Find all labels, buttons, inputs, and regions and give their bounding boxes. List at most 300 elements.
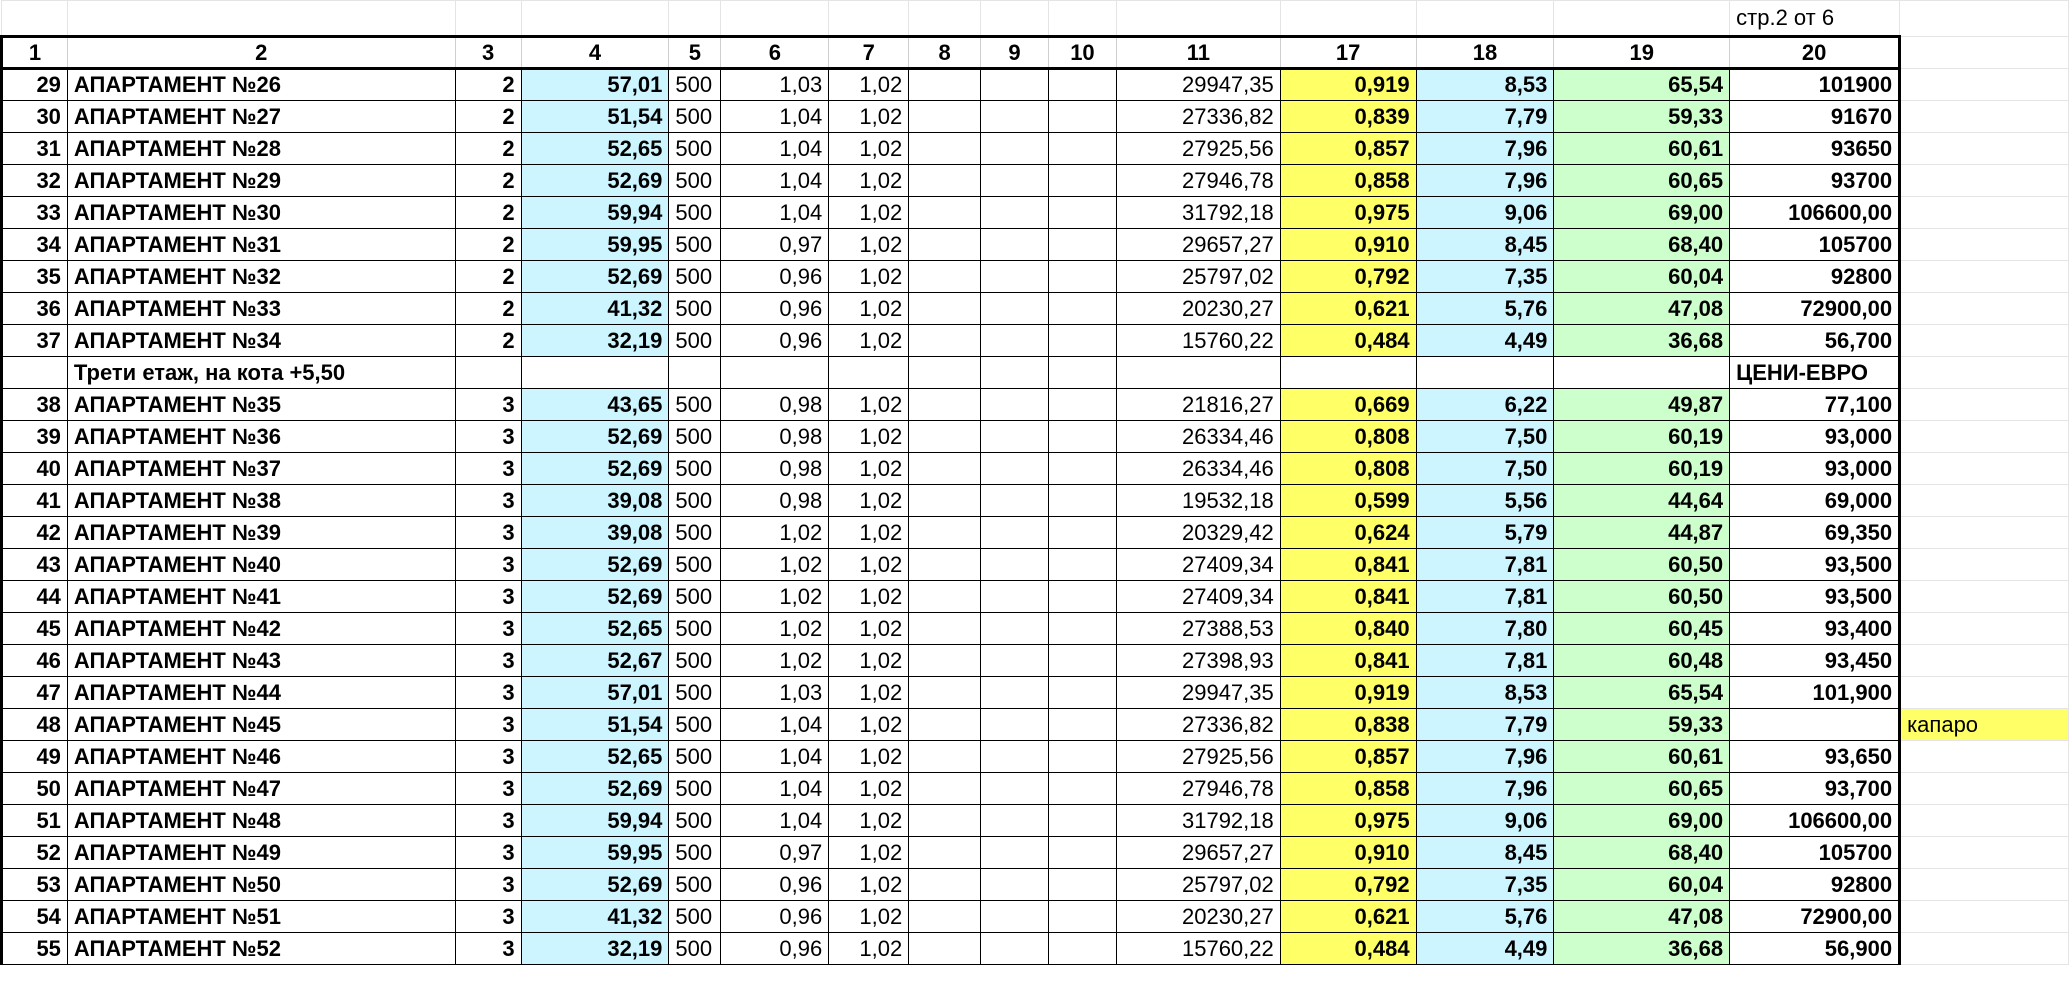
empty-cell[interactable] [909,709,981,741]
rate-value[interactable]: 500 [669,677,721,709]
floor-number[interactable]: 3 [455,933,521,965]
total-area[interactable]: 60,19 [1554,453,1730,485]
floor-number[interactable]: 2 [455,133,521,165]
note-cell[interactable]: капаро [1900,709,2069,741]
total-area[interactable]: 36,68 [1554,933,1730,965]
empty-cell[interactable] [981,69,1049,101]
empty-cell[interactable] [981,421,1049,453]
column-header[interactable]: 10 [1048,37,1116,69]
apartment-name[interactable]: АПАРТАМЕНТ №32 [67,261,455,293]
base-price[interactable]: 31792,18 [1116,197,1280,229]
empty-cell[interactable] [829,357,909,389]
note-cell[interactable] [1900,261,2069,293]
area-value[interactable]: 52,69 [521,773,669,805]
floor-number[interactable]: 3 [455,773,521,805]
ideal-parts[interactable]: 8,45 [1416,837,1554,869]
rate-value[interactable]: 500 [669,229,721,261]
column-header[interactable]: 8 [909,37,981,69]
apartment-name[interactable]: АПАРТАМЕНТ №27 [67,101,455,133]
column-header[interactable]: 3 [455,37,521,69]
note-cell[interactable] [1900,613,2069,645]
coef-2[interactable]: 1,02 [829,389,909,421]
empty-cell[interactable] [981,101,1049,133]
empty-cell[interactable] [1048,645,1116,677]
coef-1[interactable]: 1,04 [721,773,829,805]
ideal-parts[interactable]: 8,53 [1416,69,1554,101]
price-eur[interactable]: 72900,00 [1730,901,1900,933]
area-value[interactable]: 52,69 [521,549,669,581]
empty-cell[interactable] [981,901,1049,933]
note-cell[interactable] [1900,389,2069,421]
row-number[interactable]: 32 [2,165,68,197]
ideal-parts[interactable]: 7,50 [1416,421,1554,453]
column-header[interactable]: 7 [829,37,909,69]
note-cell[interactable] [1900,293,2069,325]
empty-cell[interactable] [909,869,981,901]
area-value[interactable]: 59,94 [521,197,669,229]
empty-cell[interactable] [981,133,1049,165]
base-price[interactable]: 27946,78 [1116,773,1280,805]
coef-1[interactable]: 1,04 [721,197,829,229]
coef-2[interactable]: 1,02 [829,165,909,197]
coef-2[interactable]: 1,02 [829,325,909,357]
empty-cell[interactable] [909,901,981,933]
price-eur[interactable]: 106600,00 [1730,805,1900,837]
empty-cell[interactable] [1554,357,1730,389]
share-value[interactable]: 0,792 [1280,261,1416,293]
coef-1[interactable]: 0,96 [721,869,829,901]
apartment-name[interactable]: АПАРТАМЕНТ №40 [67,549,455,581]
empty-cell[interactable] [909,325,981,357]
coef-1[interactable]: 1,02 [721,581,829,613]
total-area[interactable]: 44,87 [1554,517,1730,549]
area-value[interactable]: 43,65 [521,389,669,421]
note-cell[interactable] [1900,485,2069,517]
rate-value[interactable]: 500 [669,421,721,453]
area-value[interactable]: 59,95 [521,837,669,869]
note-cell[interactable] [1900,645,2069,677]
area-value[interactable]: 32,19 [521,325,669,357]
empty-cell[interactable] [1048,69,1116,101]
floor-number[interactable]: 3 [455,613,521,645]
empty-cell[interactable] [909,517,981,549]
apartment-name[interactable]: АПАРТАМЕНТ №47 [67,773,455,805]
total-area[interactable]: 49,87 [1554,389,1730,421]
share-value[interactable]: 0,621 [1280,901,1416,933]
empty-cell[interactable] [1048,933,1116,965]
empty-cell[interactable] [981,837,1049,869]
price-eur[interactable]: 92800 [1730,869,1900,901]
base-price[interactable]: 15760,22 [1116,933,1280,965]
coef-1[interactable]: 1,04 [721,709,829,741]
apartment-name[interactable]: АПАРТАМЕНТ №28 [67,133,455,165]
total-area[interactable]: 60,65 [1554,773,1730,805]
empty-cell[interactable] [909,229,981,261]
ideal-parts[interactable]: 6,22 [1416,389,1554,421]
share-value[interactable]: 0,858 [1280,165,1416,197]
price-eur[interactable]: 106600,00 [1730,197,1900,229]
empty-cell[interactable] [981,581,1049,613]
row-number[interactable]: 55 [2,933,68,965]
empty-cell[interactable] [1280,357,1416,389]
area-value[interactable]: 52,69 [521,453,669,485]
note-cell[interactable] [1900,421,2069,453]
price-eur[interactable]: 93,000 [1730,421,1900,453]
total-area[interactable]: 60,19 [1554,421,1730,453]
apartment-name[interactable]: АПАРТАМЕНТ №48 [67,805,455,837]
empty-cell[interactable] [909,389,981,421]
empty-cell[interactable] [909,805,981,837]
floor-number[interactable]: 3 [455,549,521,581]
empty-cell[interactable] [1048,357,1116,389]
row-number[interactable]: 34 [2,229,68,261]
share-value[interactable]: 0,841 [1280,581,1416,613]
empty-cell[interactable] [981,293,1049,325]
coef-2[interactable]: 1,02 [829,229,909,261]
empty-cell[interactable] [981,197,1049,229]
apartment-name[interactable]: АПАРТАМЕНТ №45 [67,709,455,741]
base-price[interactable]: 25797,02 [1116,261,1280,293]
empty-cell[interactable] [981,357,1049,389]
row-number[interactable]: 53 [2,869,68,901]
empty-cell[interactable] [1048,325,1116,357]
rate-value[interactable]: 500 [669,101,721,133]
empty-cell[interactable] [1048,869,1116,901]
coef-1[interactable]: 1,04 [721,805,829,837]
coef-2[interactable]: 1,02 [829,293,909,325]
price-eur[interactable]: 56,700 [1730,325,1900,357]
area-value[interactable]: 52,69 [521,581,669,613]
share-value[interactable]: 0,484 [1280,933,1416,965]
coef-1[interactable]: 1,03 [721,677,829,709]
coef-2[interactable]: 1,02 [829,869,909,901]
area-value[interactable]: 52,69 [521,165,669,197]
apartment-name[interactable]: АПАРТАМЕНТ №50 [67,869,455,901]
base-price[interactable]: 26334,46 [1116,453,1280,485]
base-price[interactable]: 27925,56 [1116,741,1280,773]
total-area[interactable]: 60,48 [1554,645,1730,677]
empty-cell[interactable] [909,677,981,709]
coef-2[interactable]: 1,02 [829,837,909,869]
base-price[interactable]: 20230,27 [1116,901,1280,933]
row-number[interactable]: 48 [2,709,68,741]
coef-1[interactable]: 1,02 [721,613,829,645]
price-eur[interactable]: 105700 [1730,837,1900,869]
area-value[interactable]: 52,69 [521,261,669,293]
empty-cell[interactable] [909,69,981,101]
total-area[interactable]: 59,33 [1554,101,1730,133]
base-price[interactable]: 20329,42 [1116,517,1280,549]
coef-2[interactable]: 1,02 [829,709,909,741]
rate-value[interactable]: 500 [669,389,721,421]
floor-number[interactable]: 2 [455,261,521,293]
row-number[interactable]: 41 [2,485,68,517]
coef-1[interactable]: 1,04 [721,741,829,773]
total-area[interactable]: 60,65 [1554,165,1730,197]
row-number[interactable]: 29 [2,69,68,101]
empty-cell[interactable] [721,357,829,389]
empty-cell[interactable] [455,357,521,389]
price-eur[interactable]: 93,500 [1730,549,1900,581]
ideal-parts[interactable]: 7,79 [1416,709,1554,741]
empty-cell[interactable] [981,549,1049,581]
ideal-parts[interactable]: 5,56 [1416,485,1554,517]
column-header[interactable]: 6 [721,37,829,69]
total-area[interactable]: 60,45 [1554,613,1730,645]
share-value[interactable]: 0,857 [1280,133,1416,165]
share-value[interactable]: 0,484 [1280,325,1416,357]
rate-value[interactable]: 500 [669,933,721,965]
rate-value[interactable]: 500 [669,517,721,549]
rate-value[interactable]: 500 [669,549,721,581]
empty-cell[interactable] [909,837,981,869]
coef-1[interactable]: 1,04 [721,133,829,165]
empty-cell[interactable] [981,869,1049,901]
empty-cell[interactable] [981,325,1049,357]
empty-cell[interactable] [981,229,1049,261]
column-header[interactable]: 20 [1730,37,1900,69]
ideal-parts[interactable]: 8,45 [1416,229,1554,261]
total-area[interactable]: 44,64 [1554,485,1730,517]
apartment-name[interactable]: АПАРТАМЕНТ №30 [67,197,455,229]
rate-value[interactable]: 500 [669,837,721,869]
empty-cell[interactable] [909,933,981,965]
share-value[interactable]: 0,910 [1280,229,1416,261]
apartment-name[interactable]: АПАРТАМЕНТ №34 [67,325,455,357]
empty-cell[interactable] [1048,549,1116,581]
rate-value[interactable]: 500 [669,805,721,837]
area-value[interactable]: 59,94 [521,805,669,837]
row-number[interactable]: 35 [2,261,68,293]
ideal-parts[interactable]: 7,81 [1416,581,1554,613]
empty-cell[interactable] [909,549,981,581]
row-number[interactable]: 54 [2,901,68,933]
area-value[interactable]: 52,65 [521,741,669,773]
column-header[interactable]: 11 [1116,37,1280,69]
apartment-name[interactable]: АПАРТАМЕНТ №52 [67,933,455,965]
floor-number[interactable]: 2 [455,101,521,133]
area-value[interactable]: 57,01 [521,677,669,709]
base-price[interactable]: 29657,27 [1116,229,1280,261]
row-number[interactable]: 39 [2,421,68,453]
coef-2[interactable]: 1,02 [829,677,909,709]
rate-value[interactable]: 500 [669,133,721,165]
empty-cell[interactable] [909,581,981,613]
area-value[interactable]: 39,08 [521,517,669,549]
apartment-name[interactable]: АПАРТАМЕНТ №29 [67,165,455,197]
empty-cell[interactable] [981,389,1049,421]
base-price[interactable]: 19532,18 [1116,485,1280,517]
area-value[interactable]: 32,19 [521,933,669,965]
note-cell[interactable] [1900,517,2069,549]
share-value[interactable]: 0,839 [1280,101,1416,133]
ideal-parts[interactable]: 7,81 [1416,549,1554,581]
note-cell[interactable] [1900,581,2069,613]
column-header[interactable]: 1 [2,37,68,69]
ideal-parts[interactable]: 8,53 [1416,677,1554,709]
area-value[interactable]: 41,32 [521,293,669,325]
empty-cell[interactable] [1048,773,1116,805]
area-value[interactable]: 59,95 [521,229,669,261]
note-cell[interactable] [1900,549,2069,581]
total-area[interactable]: 69,00 [1554,197,1730,229]
apartment-name[interactable]: АПАРТАМЕНТ №38 [67,485,455,517]
empty-cell[interactable] [1048,709,1116,741]
note-cell[interactable] [1900,165,2069,197]
ideal-parts[interactable]: 5,76 [1416,293,1554,325]
share-value[interactable]: 0,808 [1280,421,1416,453]
empty-cell[interactable] [981,741,1049,773]
share-value[interactable]: 0,669 [1280,389,1416,421]
empty-cell[interactable] [981,805,1049,837]
coef-2[interactable]: 1,02 [829,453,909,485]
empty-cell[interactable] [1048,581,1116,613]
row-number[interactable]: 45 [2,613,68,645]
apartment-name[interactable]: АПАРТАМЕНТ №35 [67,389,455,421]
ideal-parts[interactable]: 7,35 [1416,261,1554,293]
coef-2[interactable]: 1,02 [829,613,909,645]
coef-2[interactable]: 1,02 [829,133,909,165]
floor-number[interactable]: 3 [455,581,521,613]
note-cell[interactable] [1900,837,2069,869]
note-cell[interactable] [1900,741,2069,773]
row-number[interactable]: 47 [2,677,68,709]
note-cell[interactable] [1900,133,2069,165]
floor-number[interactable]: 3 [455,677,521,709]
price-eur[interactable]: 93,500 [1730,581,1900,613]
apartment-name[interactable]: АПАРТАМЕНТ №46 [67,741,455,773]
price-eur[interactable]: 69,000 [1730,485,1900,517]
share-value[interactable]: 0,919 [1280,69,1416,101]
price-eur[interactable]: 101900 [1730,69,1900,101]
floor-number[interactable]: 3 [455,485,521,517]
total-area[interactable]: 47,08 [1554,901,1730,933]
floor-number[interactable]: 2 [455,325,521,357]
empty-cell[interactable] [981,261,1049,293]
empty-cell[interactable] [1048,517,1116,549]
floor-number[interactable]: 3 [455,741,521,773]
empty-cell[interactable] [981,613,1049,645]
empty-cell[interactable] [981,709,1049,741]
empty-cell[interactable] [981,773,1049,805]
ideal-parts[interactable]: 7,81 [1416,645,1554,677]
price-eur[interactable]: 93,700 [1730,773,1900,805]
rate-value[interactable]: 500 [669,453,721,485]
empty-cell[interactable] [1048,133,1116,165]
floor-number[interactable]: 2 [455,229,521,261]
row-number[interactable]: 44 [2,581,68,613]
empty-cell[interactable] [909,773,981,805]
empty-cell[interactable] [2,357,68,389]
column-header[interactable]: 19 [1554,37,1730,69]
base-price[interactable]: 27409,34 [1116,581,1280,613]
ideal-parts[interactable]: 5,76 [1416,901,1554,933]
price-eur[interactable]: 93,650 [1730,741,1900,773]
apartment-name[interactable]: АПАРТАМЕНТ №39 [67,517,455,549]
floor-number[interactable]: 3 [455,453,521,485]
empty-cell[interactable] [1048,613,1116,645]
empty-cell[interactable] [1048,293,1116,325]
row-number[interactable]: 42 [2,517,68,549]
empty-cell[interactable] [1048,677,1116,709]
note-cell[interactable] [1900,773,2069,805]
column-header[interactable]: 5 [669,37,721,69]
note-cell[interactable] [1900,453,2069,485]
note-cell[interactable] [1900,69,2069,101]
empty-cell[interactable] [909,261,981,293]
coef-1[interactable]: 1,04 [721,165,829,197]
coef-1[interactable]: 0,96 [721,261,829,293]
note-cell[interactable] [1900,677,2069,709]
floor-number[interactable]: 2 [455,293,521,325]
rate-value[interactable]: 500 [669,901,721,933]
base-price[interactable]: 31792,18 [1116,805,1280,837]
price-eur[interactable]: 101,900 [1730,677,1900,709]
floor-number[interactable]: 3 [455,517,521,549]
coef-1[interactable]: 0,98 [721,453,829,485]
share-value[interactable]: 0,857 [1280,741,1416,773]
row-number[interactable]: 40 [2,453,68,485]
rate-value[interactable]: 500 [669,485,721,517]
empty-cell[interactable] [1048,453,1116,485]
area-value[interactable]: 52,65 [521,133,669,165]
note-cell[interactable] [1900,229,2069,261]
coef-1[interactable]: 0,97 [721,837,829,869]
empty-cell[interactable] [1048,805,1116,837]
rate-value[interactable]: 500 [669,581,721,613]
base-price[interactable]: 27336,82 [1116,709,1280,741]
base-price[interactable]: 21816,27 [1116,389,1280,421]
coef-1[interactable]: 0,96 [721,933,829,965]
note-cell[interactable] [1900,325,2069,357]
empty-cell[interactable] [909,741,981,773]
empty-cell[interactable] [981,165,1049,197]
coef-1[interactable]: 1,02 [721,645,829,677]
apartment-name[interactable]: АПАРТАМЕНТ №51 [67,901,455,933]
coef-2[interactable]: 1,02 [829,741,909,773]
floor-number[interactable]: 2 [455,165,521,197]
coef-1[interactable]: 0,96 [721,293,829,325]
empty-cell[interactable] [909,613,981,645]
share-value[interactable]: 0,910 [1280,837,1416,869]
row-number[interactable]: 46 [2,645,68,677]
coef-2[interactable]: 1,02 [829,805,909,837]
floor-number[interactable]: 3 [455,837,521,869]
floor-number[interactable]: 3 [455,901,521,933]
column-header[interactable]: 4 [521,37,669,69]
floor-number[interactable]: 3 [455,709,521,741]
share-value[interactable]: 0,858 [1280,773,1416,805]
coef-2[interactable]: 1,02 [829,773,909,805]
row-number[interactable]: 43 [2,549,68,581]
empty-cell[interactable] [1048,229,1116,261]
share-value[interactable]: 0,624 [1280,517,1416,549]
empty-cell[interactable] [909,165,981,197]
empty-cell[interactable] [909,293,981,325]
total-area[interactable]: 69,00 [1554,805,1730,837]
empty-cell[interactable] [1048,837,1116,869]
share-value[interactable]: 0,840 [1280,613,1416,645]
empty-cell[interactable] [909,485,981,517]
column-header[interactable]: 17 [1280,37,1416,69]
price-eur[interactable]: 93,400 [1730,613,1900,645]
apartment-name[interactable]: АПАРТАМЕНТ №42 [67,613,455,645]
base-price[interactable]: 25797,02 [1116,869,1280,901]
ideal-parts[interactable]: 9,06 [1416,805,1554,837]
floor-number[interactable]: 3 [455,869,521,901]
empty-cell[interactable] [1048,741,1116,773]
prices-label[interactable]: ЦЕНИ-ЕВРО [1730,357,1900,389]
